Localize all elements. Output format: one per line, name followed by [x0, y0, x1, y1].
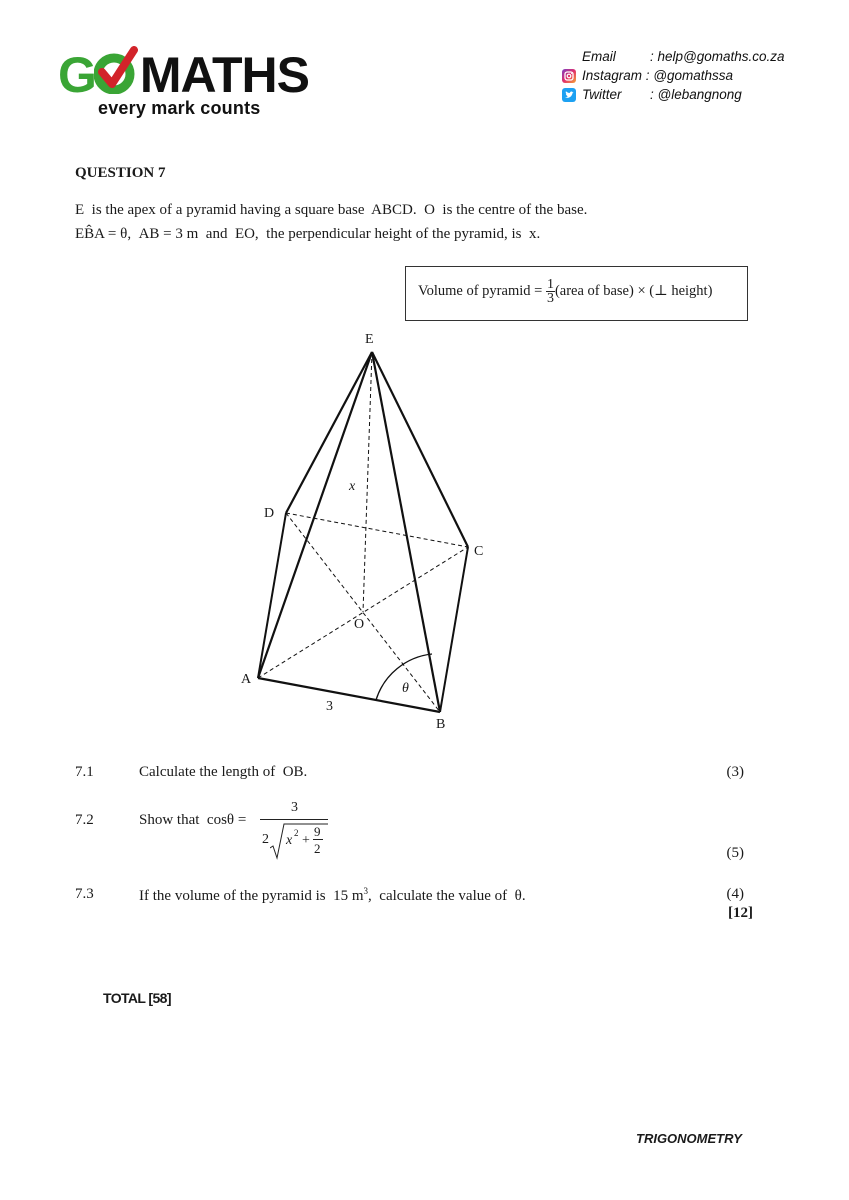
formula-denominator: 3 — [546, 291, 554, 306]
item-7-3-text-suffix: , calculate the value of θ. — [368, 888, 526, 904]
question-line-2: EB̂A = θ, AB = 3 m and EO, the perpendicular height of the pyramid, is x. — [75, 226, 541, 242]
item-7-1-number: 7.1 — [75, 764, 94, 780]
item-7-1-marks: (3) — [726, 764, 744, 780]
item-7-1-text: Calculate the length of OB. — [139, 764, 308, 780]
instagram-label: Instagram — [582, 68, 643, 83]
item-7-3-marks: (4) — [726, 886, 744, 902]
cos-den-x: x — [286, 833, 293, 848]
item-7-2-cos-fraction — [258, 800, 330, 862]
cos-den-plus: + — [302, 833, 310, 848]
item-7-2-number: 7.2 — [75, 812, 94, 828]
twitter-value[interactable]: : @lebangnong — [650, 87, 742, 102]
diagonal-DB — [286, 513, 440, 712]
item-7-3-text-prefix: If the volume of the pyramid is 15 m — [139, 888, 364, 904]
edge-CB — [440, 547, 468, 712]
label-AB-length: 3 — [326, 699, 333, 714]
cos-fraction-bar — [260, 819, 328, 820]
logo-tagline: every mark counts — [98, 98, 261, 118]
formula-prefix: Volume of pyramid = — [418, 282, 543, 299]
label-B: B — [436, 717, 446, 732]
formula-numerator: 1 — [546, 277, 554, 292]
cos-den-frac-den: 2 — [314, 841, 321, 856]
twitter-label: Twitter — [582, 87, 622, 102]
edge-DA — [258, 513, 286, 678]
label-O: O — [354, 617, 365, 632]
instagram-value[interactable]: : @gomathssa — [645, 68, 734, 83]
cos-den-frac-num: 9 — [314, 824, 321, 839]
item-7-3-exp: 3 — [363, 886, 369, 896]
logo-maths-text: MATHS — [139, 47, 309, 103]
section-total: [12] — [728, 905, 753, 921]
edge-AB — [258, 678, 440, 712]
height-EO — [363, 352, 372, 612]
footer-topic: TRIGONOMETRY — [636, 1131, 742, 1146]
item-7-2-text: Show that cosθ = — [139, 812, 247, 828]
question-title: QUESTION 7 — [75, 165, 166, 181]
edge-EB — [372, 352, 440, 712]
item-7-2-marks: (5) — [726, 845, 744, 861]
item-7-3-number: 7.3 — [75, 886, 94, 902]
question-line-1: E is the apex of a pyramid having a square base ABCD. O is the centre of the base. — [75, 202, 588, 218]
cos-fraction-numerator: 3 — [291, 800, 298, 815]
email-value[interactable]: : help@gomaths.co.za — [650, 49, 785, 64]
formula-suffix: (area of base) × (⊥ height) — [554, 282, 713, 299]
label-theta: θ — [402, 681, 409, 696]
email-label: Email — [582, 49, 616, 64]
label-x: x — [349, 479, 356, 494]
label-A: A — [241, 672, 252, 687]
logo-letter-g: G — [58, 47, 96, 103]
label-D: D — [264, 506, 275, 521]
edge-EC — [372, 352, 468, 547]
label-C: C — [474, 544, 484, 559]
label-E: E — [365, 332, 374, 347]
item-7-3-text — [139, 886, 526, 905]
edge-ED — [286, 352, 372, 513]
paper-total: TOTAL [58] — [103, 990, 171, 1006]
sqrt-sign-icon — [270, 822, 330, 862]
cos-den-frac-bar — [313, 839, 323, 840]
cos-den-coef: 2 — [262, 832, 269, 847]
diagonal-AC — [258, 547, 468, 678]
cos-den-exp: 2 — [294, 828, 299, 838]
